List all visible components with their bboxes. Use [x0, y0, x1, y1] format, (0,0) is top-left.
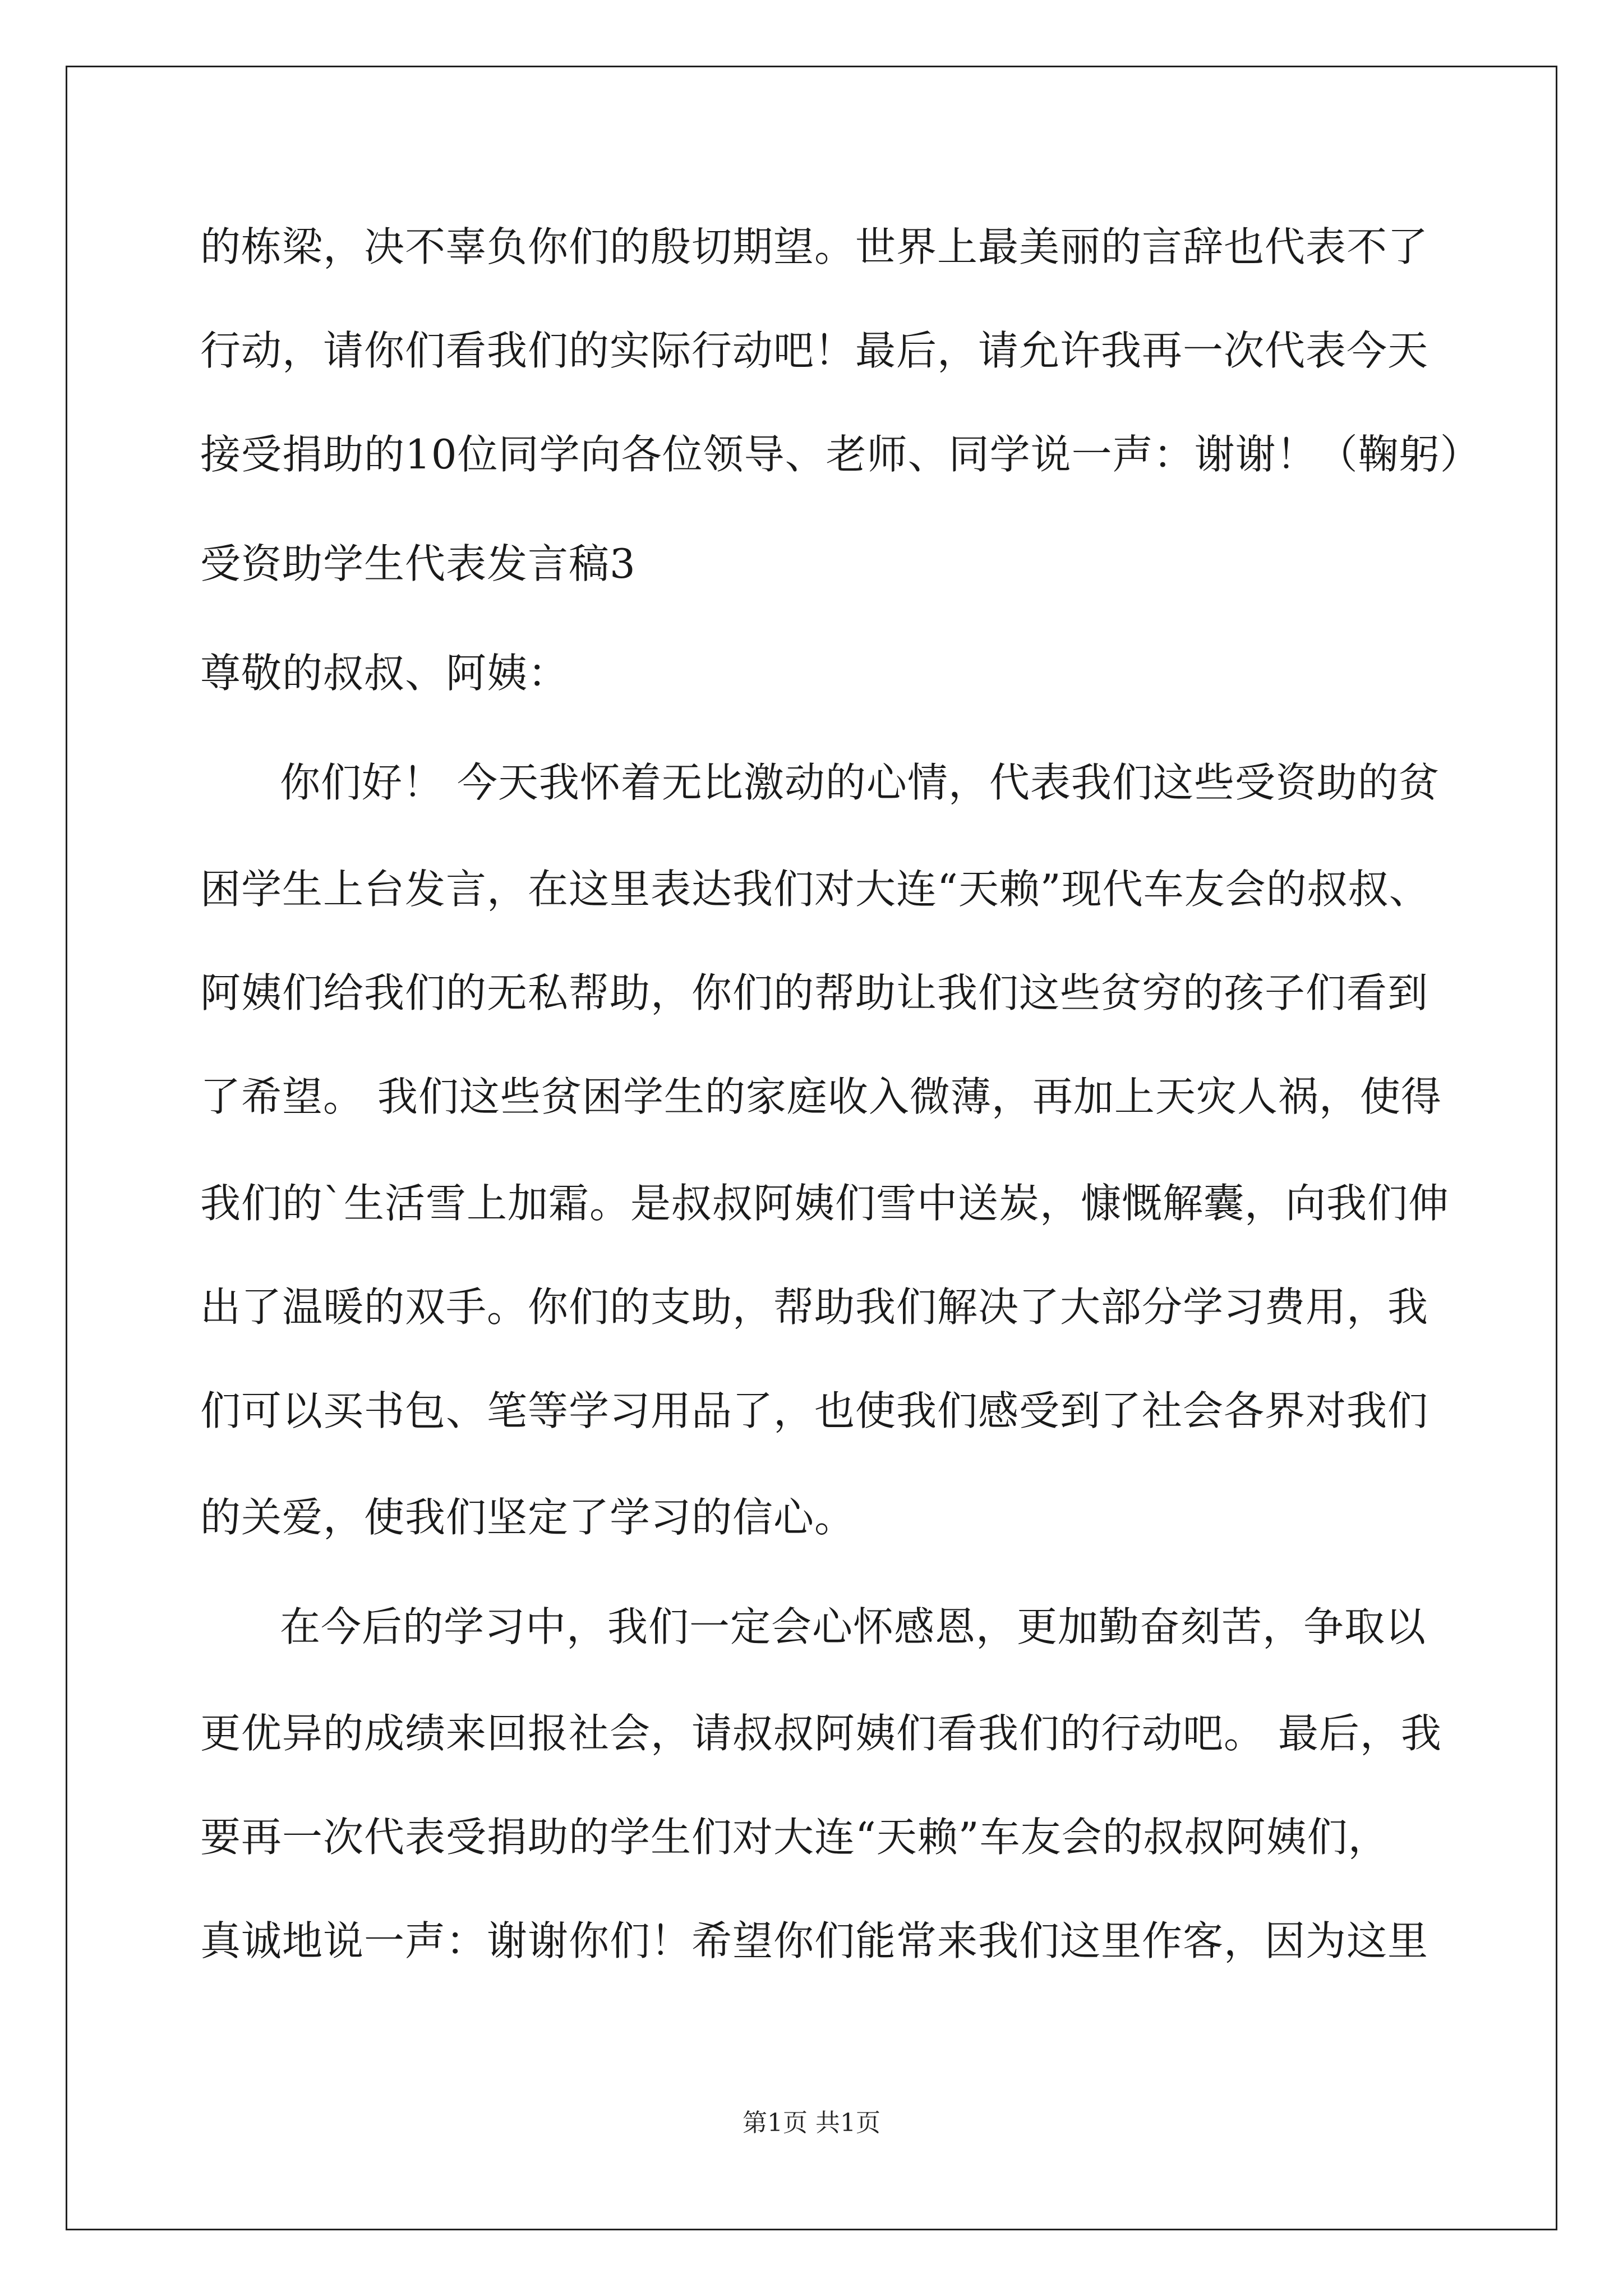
text-line: 要再一次代表受捐助的学生们对大连“天赖”车友会的叔叔阿姨们，	[200, 1814, 1389, 1861]
text-line: 更优异的成绩来回报社会，请叔叔阿姨们看我们的行动吧。 最后，我	[200, 1710, 1442, 1757]
text-line: 们可以买书包、笔等学习用品了，也使我们感受到了社会各界对我们	[200, 1387, 1429, 1434]
salutation: 尊敬的叔叔、阿姨：	[200, 650, 569, 697]
section-heading: 受资助学生代表发言稿3	[200, 540, 636, 587]
text-line: 在今后的学习中，我们一定会心怀感恩，更加勤奋刻苦，争取以	[280, 1603, 1427, 1650]
text-line: 了希望。 我们这些贫困学生的家庭收入微薄，再加上天灾人祸，使得	[200, 1073, 1442, 1120]
text-line: 阿姨们给我们的无私帮助，你们的帮助让我们这些贫穷的孩子们看到	[200, 969, 1429, 1016]
text-line: 真诚地说一声：谢谢你们！希望你们能常来我们这里作客，因为这里	[200, 1917, 1429, 1964]
text-line: 困学生上台发言，在这里表达我们对大连“天赖”现代车友会的叔叔、	[200, 866, 1430, 913]
text-line: 的栋梁，决不辜负你们的殷切期望。世界上最美丽的言辞也代表不了	[200, 223, 1429, 270]
text-line: 接受捐助的10位同学向各位领导、老师、同学说一声：谢谢！（鞠躬）	[200, 431, 1481, 478]
text-line: 我们的`生活雪上加霜。是叔叔阿姨们雪中送炭，慷慨解囊，向我们伸	[200, 1180, 1450, 1227]
text-line: 的关爱，使我们坚定了学习的信心。	[200, 1494, 856, 1541]
page-footer: 第1页 共1页	[743, 2109, 880, 2137]
text-line: 出了温暖的双手。你们的支助，帮助我们解决了大部分学习费用，我	[200, 1283, 1429, 1331]
page-border	[66, 66, 1557, 2230]
text-line: 你们好！ 今天我怀着无比激动的心情，代表我们这些受资助的贫	[280, 759, 1440, 806]
text-line: 行动，请你们看我们的实际行动吧！最后，请允许我再一次代表今天	[200, 327, 1429, 374]
